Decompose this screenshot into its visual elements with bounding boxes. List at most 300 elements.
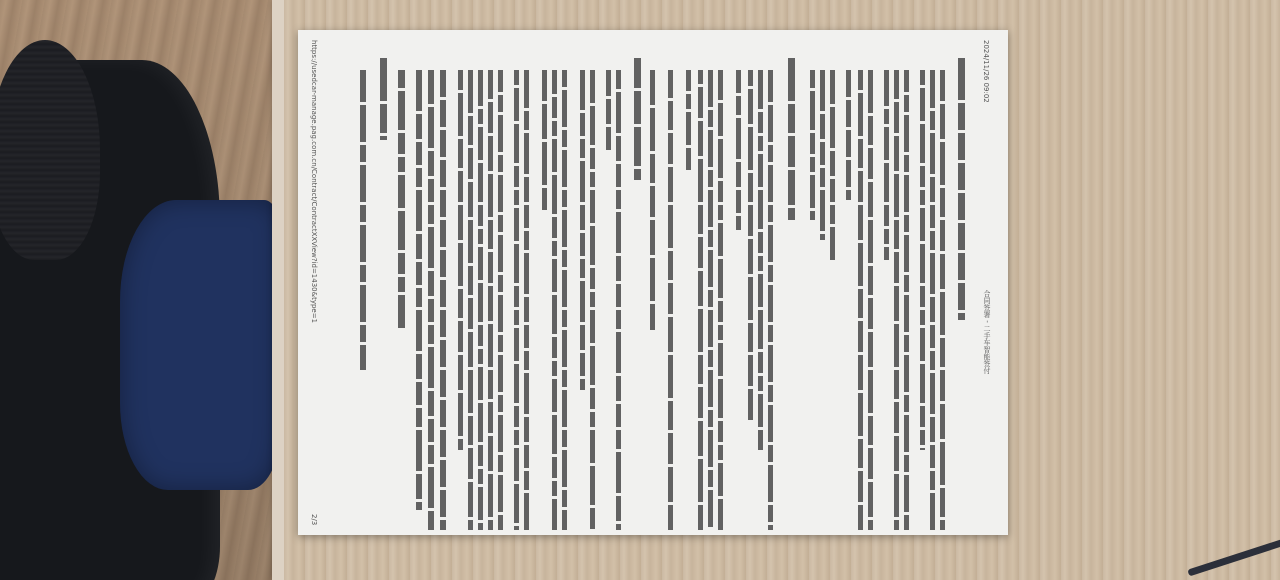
text-line-segment [768,445,773,462]
text-line-segment [478,205,483,226]
text-line-segment [768,505,773,522]
text-line-segment [416,114,422,139]
text-line-segment [524,177,529,202]
text-line-segment [514,70,519,85]
text-line-segment [718,181,723,202]
text-line-segment [440,490,446,517]
text-line-segment [524,493,529,530]
text-line-segment [514,406,519,427]
text-line-segment [590,346,595,385]
text-line-segment [904,395,909,412]
text-line-segment [606,99,611,124]
text-line-segment [498,335,503,352]
text-line-segment [562,250,567,267]
text-line-segment [708,490,713,527]
text-line-segment [868,182,873,217]
text-line-segment [498,215,503,232]
text-line-segment [468,370,473,413]
text-line-segment [718,325,723,340]
text-line-segment [698,459,703,502]
text-line-segment [940,520,945,530]
text-line-segment [498,415,503,452]
text-line-segment [668,251,673,280]
text-line-segment [552,70,557,94]
text-line-segment [736,118,741,159]
text-line-segment [904,515,909,530]
text-line-segment [904,155,909,172]
text-line-segment [718,205,723,220]
text-line-segment [940,254,945,289]
text-line-segment [498,275,503,292]
text-line-segment [616,136,621,161]
text-line-segment [768,325,773,342]
text-line-segment [580,161,585,202]
text-line-segment [884,127,889,160]
text-line-segment [428,70,434,104]
text-line-segment [748,323,753,352]
text-line-segment [616,164,621,187]
text-line-segment [788,136,795,167]
text-line-segment [440,220,446,247]
text-line-segment [634,169,641,180]
text-line-segment [478,487,483,520]
text-line-segment [616,452,621,493]
text-line-segment [458,139,463,168]
text-line-segment [920,328,925,361]
text-line-segment [718,343,723,376]
text-line-segment [514,286,519,307]
text-line-segment [868,482,873,517]
text-line-segment [416,474,422,499]
text-line-segment [440,190,446,217]
text-line-segment [920,244,925,283]
text-line-segment [718,499,723,530]
text-line-segment [360,265,366,282]
text-line-segment [360,325,366,342]
text-line-segment [562,130,567,147]
text-line-segment [894,324,899,367]
text-line-segment [428,107,434,148]
text-line-segment [920,310,925,325]
text-line-segment [580,113,585,136]
text-line-segment [920,124,925,163]
text-line-segment [428,511,434,530]
text-line-segment [440,400,446,427]
text-line-segment [580,353,585,376]
text-line-segment [488,436,493,471]
text-line-segment [758,154,763,187]
text-line-segment [514,310,519,325]
text-line-segment [788,170,795,205]
text-line-segment [650,186,655,217]
text-line-segment [698,205,703,234]
text-line-segment [590,430,595,463]
text-line-segment [768,285,773,322]
text-line-segment [552,241,557,256]
text-line-segment [846,190,851,200]
text-line-segment [416,234,422,259]
text-line-segment [820,234,825,240]
text-line-segment [498,355,503,392]
text-line-segment [542,104,547,139]
text-line-segment [616,190,621,209]
text-line-segment [542,188,547,210]
text-line-segment [940,338,945,367]
text-line-segment [930,133,935,174]
text-line-segment [616,332,621,373]
text-line-segment [708,410,713,427]
text-line-segment [488,174,493,217]
text-line-segment [904,415,909,452]
text-line-segment [562,490,567,507]
text-line-segment [894,70,899,99]
text-line-segment [698,271,703,306]
text-line-segment [748,127,753,170]
text-line-segment [468,416,473,445]
text-line-segment [920,430,925,445]
text-line-segment [884,247,889,260]
text-line-segment [718,445,723,460]
text-line-segment [478,349,483,364]
text-line-segment [478,523,483,530]
text-line-segment [904,275,909,292]
text-line-segment [858,321,863,352]
text-line-segment [590,412,595,427]
text-line-segment [708,250,713,287]
text-line-segment [590,106,595,145]
text-line-segment [758,274,763,307]
text-line-segment [524,445,529,468]
text-line-segment [468,148,473,179]
text-line-segment [668,101,673,130]
text-line-segment [868,448,873,479]
text-line-segment [768,165,773,202]
text-line-segment [580,205,585,230]
text-line-segment [562,70,567,87]
text-line-segment [360,70,366,102]
text-line-segment [894,436,899,471]
text-line-segment [514,448,519,481]
text-line-segment [668,167,673,202]
text-line-segment [846,130,851,157]
text-line-segment [788,208,795,220]
text-line-segment [616,524,621,530]
text-line-segment [858,289,863,318]
text-line-segment [398,133,405,154]
text-line-segment [524,325,529,348]
text-line-segment [478,325,483,346]
text-line-segment [920,364,925,403]
rotated-text-lines [298,30,1008,535]
text-line-segment [616,430,621,449]
text-line-segment [668,467,673,502]
text-line-segment [468,482,473,517]
text-line-segment [458,171,463,202]
text-line-segment [458,70,463,90]
text-line-segment [904,475,909,512]
text-line-segment [360,165,366,202]
text-line-segment [708,230,713,247]
text-line-segment [458,93,463,136]
text-line-segment [894,402,899,433]
text-line-segment [830,70,835,104]
text-line-segment [940,188,945,217]
text-line-segment [708,170,713,187]
text-line-segment [858,355,863,390]
text-line-segment [930,417,935,442]
text-line-segment [514,484,519,523]
text-line-segment [920,190,925,205]
text-line-segment [894,286,899,321]
text-line-segment [868,416,873,445]
text-line-segment [698,87,703,118]
text-line-segment [920,166,925,187]
text-line-segment [524,231,529,250]
text-line-segment [488,324,493,367]
text-line-segment [904,235,909,272]
text-line-segment [698,70,703,84]
text-line-segment [958,193,965,220]
text-line-segment [478,445,483,466]
text-line-segment [524,351,529,370]
text-line-segment [788,104,795,133]
text-line-segment [668,70,673,98]
text-line-segment [858,505,863,530]
text-line-segment [868,520,873,530]
text-line-segment [810,157,815,172]
footer-url: https://usedcar-manage.pag.com.cn/Contract/ContractXXView?id=1430&type=1 [310,40,318,324]
text-line-segment [768,345,773,382]
text-line-segment [858,70,863,90]
text-line-segment [428,299,434,322]
text-line-segment [634,127,641,166]
text-line-segment [930,231,935,250]
text-line-segment [958,283,965,310]
text-line-segment [514,190,519,205]
text-line-segment [940,442,945,485]
text-line-segment [718,379,723,418]
text-line-segment [498,155,503,172]
text-line-segment [552,415,557,454]
text-line-segment [458,355,463,390]
text-line-segment [360,285,366,322]
text-line-segment [830,107,835,148]
text-line-segment [930,111,935,130]
text-line-segment [768,105,773,142]
text-line-segment [468,448,473,479]
text-line-segment [758,352,763,373]
jeans [120,200,280,490]
text-line-segment [398,91,405,130]
text-line-segment [820,114,825,139]
text-line-segment [920,406,925,427]
text-line-segment [810,91,815,130]
text-line-segment [552,295,557,334]
text-line-segment [616,310,621,329]
text-line-segment [768,265,773,282]
text-line-segment [416,190,422,231]
text-line-segment [488,370,493,399]
text-line-segment [488,252,493,283]
text-line-segment [398,253,405,274]
text-line-segment [468,70,473,113]
text-line-segment [498,455,503,472]
text-line-segment [590,268,595,289]
text-line-segment [616,212,621,253]
text-line-segment [930,297,935,322]
text-line-segment [514,208,519,241]
text-line-segment [360,225,366,262]
text-line-segment [562,430,567,447]
text-line-segment [458,205,463,240]
text-line-segment [830,227,835,260]
text-line-segment [810,70,815,88]
text-line-segment [428,347,434,388]
printed-contract-page [298,30,1008,535]
text-line-segment [580,139,585,158]
text-line-segment [718,70,723,100]
text-line-segment [758,376,763,391]
text-line-segment [736,70,741,93]
text-line-segment [820,142,825,165]
text-line-segment [820,190,825,231]
text-line-segment [634,91,641,124]
text-line-segment [736,190,741,213]
text-line-segment [590,388,595,409]
text-line-segment [708,70,713,107]
text-line-segment [478,70,483,106]
text-line-segment [524,253,529,294]
text-line-segment [904,355,909,392]
text-line-segment [590,190,595,223]
text-line-segment [416,262,422,285]
text-line-segment [524,297,529,322]
text-line-segment [884,205,889,226]
text-line-segment [668,355,673,398]
text-line-segment [758,430,763,450]
text-line-segment [958,133,965,160]
text-line-segment [580,281,585,322]
text-line-segment [894,252,899,283]
text-line-segment [958,223,965,250]
text-line-segment [748,239,753,274]
text-line-segment [428,271,434,296]
text-line-segment [810,175,815,208]
text-line-segment [868,266,873,295]
text-line-segment [904,215,909,232]
text-line-segment [668,205,673,248]
text-line-segment [768,70,773,102]
text-line-segment [830,151,835,176]
text-line-segment [440,250,446,277]
text-line-segment [552,457,557,478]
text-line-segment [930,70,935,108]
text-line-segment [562,210,567,247]
text-line-segment [698,309,703,352]
text-line-segment [768,225,773,262]
text-line-segment [894,474,899,517]
text-line-segment [398,277,405,292]
text-line-segment [468,182,473,217]
text-line-segment [458,243,463,286]
text-line-segment [884,163,889,202]
header-title: 合同签署 - 二手车智能签付 [983,290,991,374]
text-line-segment [698,505,703,530]
text-line-segment [552,121,557,136]
text-line-segment [580,325,585,350]
text-line-segment [498,175,503,212]
text-line-segment [904,95,909,112]
text-line-segment [478,229,483,244]
text-line-segment [698,355,703,384]
text-line-segment [868,298,873,329]
text-line-segment [428,467,434,508]
text-line-segment [360,205,366,222]
text-line-segment [858,439,863,468]
text-line-segment [708,370,713,407]
text-line-segment [514,88,519,121]
text-line-segment [846,160,851,187]
text-line-segment [616,70,621,89]
text-line-segment [590,172,595,187]
text-line-segment [440,460,446,487]
text-line-segment [758,70,763,109]
text-line-segment [718,223,723,256]
text-line-segment [380,136,387,140]
text-line-segment [940,488,945,517]
text-line-segment [940,104,945,139]
text-line-segment [698,121,703,156]
text-line-segment [580,259,585,278]
text-line-segment [590,70,595,103]
text-line-segment [498,235,503,272]
text-line-segment [650,220,655,255]
text-line-segment [458,439,463,450]
text-line-segment [616,376,621,401]
text-line-segment [820,168,825,187]
text-line-segment [820,70,825,111]
text-line-segment [686,148,691,170]
text-line-segment [552,361,557,376]
text-line-segment [668,401,673,430]
text-line-segment [686,70,691,91]
text-line-segment [736,96,741,115]
text-line-segment [552,481,557,496]
text-line-segment [858,243,863,286]
text-line-segment [552,139,557,172]
text-line-segment [920,208,925,241]
text-line-segment [698,387,703,418]
text-line-segment [488,520,493,530]
text-line-segment [606,127,611,150]
text-line-segment [758,256,763,271]
text-line-segment [498,395,503,412]
text-line-segment [416,142,422,165]
text-line-segment [958,103,965,130]
text-line-segment [380,58,387,101]
text-line-segment [718,103,723,136]
text-line-segment [590,292,595,307]
text-line-segment [562,390,567,427]
text-line-segment [718,139,723,178]
text-line-segment [904,455,909,472]
text-line-segment [514,430,519,445]
text-line-segment [398,175,405,208]
text-line-segment [542,142,547,185]
text-line-segment [440,280,446,307]
text-line-segment [440,130,446,157]
text-line-segment [478,367,483,400]
